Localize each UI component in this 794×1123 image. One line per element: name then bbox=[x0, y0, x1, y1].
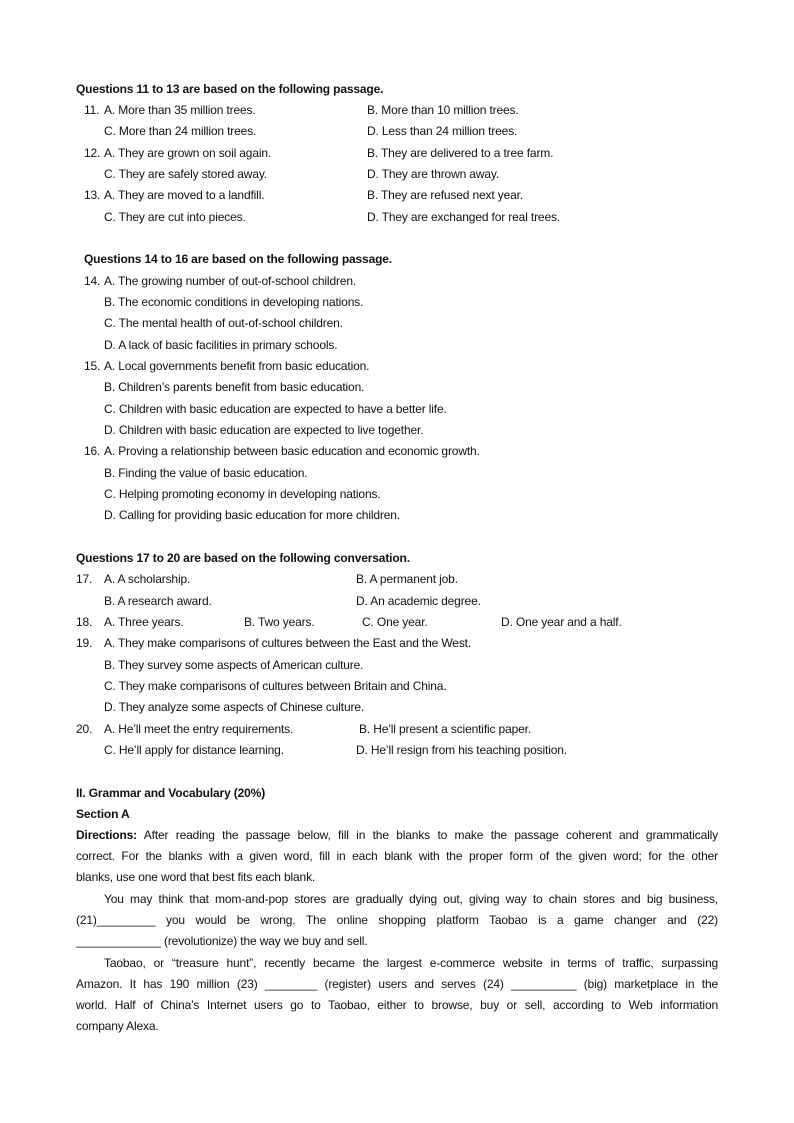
q17-option-d: D. An academic degree. bbox=[356, 594, 481, 608]
q11-option-c: C. More than 24 million trees. bbox=[104, 124, 257, 138]
directions-text-1: After reading the passage below, fill in the blanks to make the passage coherent and grammatically bbox=[143, 828, 718, 842]
q11-option-a: A. More than 35 million trees. bbox=[104, 103, 256, 117]
q15-option-d: D. Children with basic education are expected to live together. bbox=[104, 423, 424, 437]
q20-option-c: C. He’ll apply for distance learning. bbox=[104, 743, 284, 757]
q19-option-d: D. They analyze some aspects of Chinese culture. bbox=[104, 700, 365, 714]
directions-line-3: blanks, use one word that best fits each blank. bbox=[76, 870, 316, 884]
section-header-11-13: Questions 11 to 13 are based on the following passage. bbox=[76, 82, 384, 96]
q20-option-d: D. He’ll resign from his teaching position. bbox=[356, 743, 567, 757]
question-number-12: 12. bbox=[84, 146, 101, 160]
q19-option-b: B. They survey some aspects of American culture. bbox=[104, 658, 364, 672]
question-number-18: 18. bbox=[76, 615, 93, 629]
q20-option-b: B. He’ll present a scientific paper. bbox=[359, 722, 532, 736]
q16-option-a: A. Proving a relationship between basic education and economic growth. bbox=[104, 444, 480, 458]
q19-option-c: C. They make comparisons of cultures between Britain and China. bbox=[104, 679, 447, 693]
section-a-title: Section A bbox=[76, 807, 130, 821]
q17-option-b: B. A permanent job. bbox=[356, 572, 458, 586]
q18-option-d: D. One year and a half. bbox=[501, 615, 622, 629]
q13-option-a: A. They are moved to a landfill. bbox=[104, 188, 265, 202]
q16-option-d: D. Calling for providing basic education for more children. bbox=[104, 508, 400, 522]
q17-option-a: A. A scholarship. bbox=[104, 572, 191, 586]
question-number-14: 14. bbox=[84, 274, 101, 288]
q14-option-b: B. The economic conditions in developing nations. bbox=[104, 295, 364, 309]
section-header-14-16: Questions 14 to 16 are based on the following passage. bbox=[84, 252, 392, 266]
passage-p2-line-4: company Alexa. bbox=[76, 1019, 159, 1033]
question-number-11: 11. bbox=[84, 103, 100, 117]
q13-option-d: D. They are exchanged for real trees. bbox=[367, 210, 561, 224]
q14-option-a: A. The growing number of out-of-school children. bbox=[104, 274, 357, 288]
question-number-13: 13. bbox=[84, 188, 101, 202]
q13-option-c: C. They are cut into pieces. bbox=[104, 210, 246, 224]
q15-option-c: C. Children with basic education are expected to have a better life. bbox=[104, 402, 447, 416]
q16-option-c: C. Helping promoting economy in developing nations. bbox=[104, 487, 381, 501]
q14-option-d: D. A lack of basic facilities in primary schools. bbox=[104, 338, 338, 352]
q20-option-a: A. He’ll meet the entry requirements. bbox=[104, 722, 294, 736]
q11-option-b: B. More than 10 million trees. bbox=[367, 103, 519, 117]
q15-option-a: A. Local governments benefit from basic education. bbox=[104, 359, 370, 373]
passage-p1-line-3: _____________ (revolutionize) the way we buy and sell. bbox=[76, 934, 368, 948]
directions-line-2: correct. For the blanks with a given word, fill in each blank with the proper form of the given word; for the other bbox=[76, 849, 718, 863]
section-header-17-20: Questions 17 to 20 are based on the following conversation. bbox=[76, 551, 410, 565]
question-number-20: 20. bbox=[76, 722, 93, 736]
q18-option-c: C. One year. bbox=[362, 615, 428, 629]
question-number-19: 19. bbox=[76, 636, 93, 650]
q12-option-b: B. They are delivered to a tree farm. bbox=[367, 146, 554, 160]
directions-label: Directions: bbox=[76, 828, 138, 842]
q12-option-c: C. They are safely stored away. bbox=[104, 167, 267, 181]
passage-p1-line-2: (21)_________ you would be wrong. The online shopping platform Taobao is a game changer and (22) bbox=[76, 913, 718, 927]
q12-option-d: D. They are thrown away. bbox=[367, 167, 500, 181]
q14-option-c: C. The mental health of out-of-school children. bbox=[104, 316, 343, 330]
q12-option-a: A. They are grown on soil again. bbox=[104, 146, 272, 160]
q15-option-b: B. Children’s parents benefit from basic education. bbox=[104, 380, 365, 394]
question-number-17: 17. bbox=[76, 572, 93, 586]
passage-p2-line-2: Amazon. It has 190 million (23) ________ (register) users and serves (24) __________ (big) marketplace in the bbox=[76, 977, 718, 991]
passage-p2-line-1: Taobao, or “treasure hunt”, recently became the largest e-commerce website in terms of traffic, surpassing bbox=[104, 956, 718, 970]
q13-option-b: B. They are refused next year. bbox=[367, 188, 524, 202]
q18-option-b: B. Two years. bbox=[244, 615, 315, 629]
question-number-15: 15. bbox=[84, 359, 101, 373]
q16-option-b: B. Finding the value of basic education. bbox=[104, 466, 308, 480]
passage-p2-line-3: world. Half of China’s Internet users go to Taobao, either to browse, buy or sell, according to Web information bbox=[76, 998, 718, 1012]
q17-option-c: B. A research award. bbox=[104, 594, 212, 608]
directions-line-1 bbox=[76, 825, 718, 846]
q19-option-a: A. They make comparisons of cultures between the East and the West. bbox=[104, 636, 472, 650]
q18-option-a: A. Three years. bbox=[104, 615, 184, 629]
question-number-16: 16. bbox=[84, 444, 101, 458]
passage-p1-line-1: You may think that mom-and-pop stores are gradually dying out, giving way to chain stores and big business, bbox=[104, 892, 718, 906]
part-title-grammar: II. Grammar and Vocabulary (20%) bbox=[76, 786, 266, 800]
q11-option-d: D. Less than 24 million trees. bbox=[367, 124, 518, 138]
